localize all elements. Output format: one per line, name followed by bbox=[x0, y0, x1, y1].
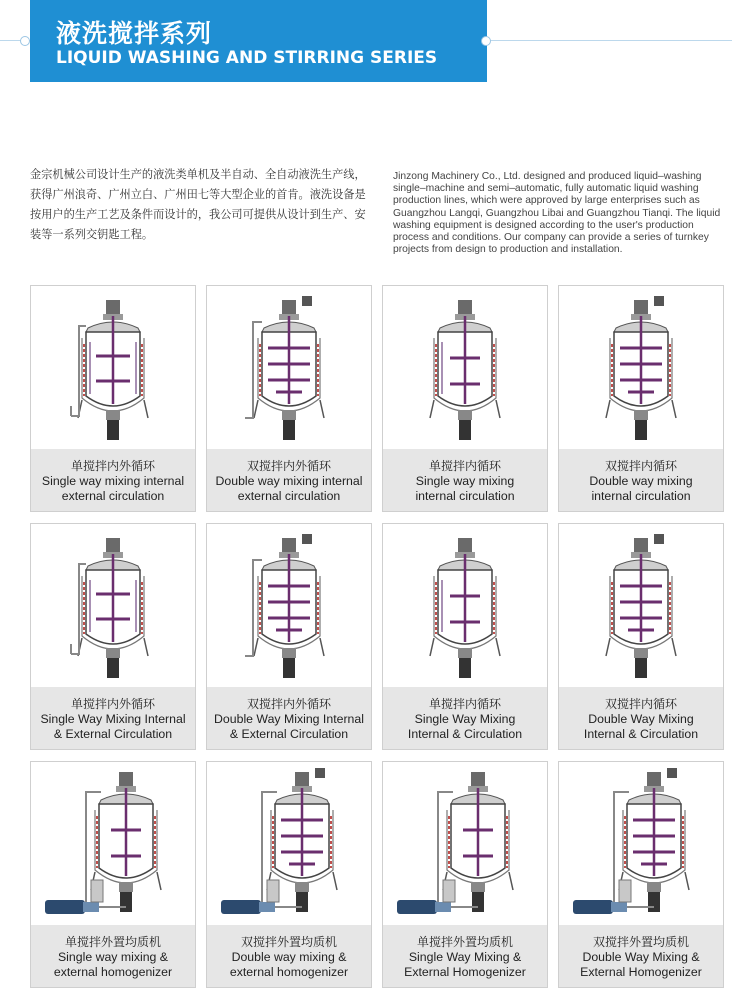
product-name-en-1: Double way mixing & bbox=[231, 950, 347, 964]
product-name-cn: 单搅拌内外循环 bbox=[70, 459, 155, 473]
homogenizer-mixer-icon bbox=[559, 762, 723, 925]
single-mixer-tank-icon bbox=[383, 524, 547, 687]
product-image bbox=[31, 762, 195, 925]
product-name-en-2: external circulation bbox=[237, 489, 341, 503]
product-image bbox=[207, 524, 371, 687]
homogenizer-mixer-icon bbox=[31, 762, 195, 925]
product-card[interactable] bbox=[558, 761, 724, 988]
header-divider-right bbox=[487, 40, 732, 41]
double-mixer-tank-icon bbox=[559, 286, 723, 449]
product-name-en-2: & External Circulation bbox=[229, 727, 349, 741]
product-name-cn: 双搅拌内循环 bbox=[604, 697, 677, 711]
homogenizer-mixer-icon bbox=[383, 762, 547, 925]
product-image bbox=[383, 524, 547, 687]
product-name-en-2: external homogenizer bbox=[53, 965, 173, 979]
page-title-cn: 液洗搅拌系列 bbox=[56, 19, 213, 48]
product-image bbox=[383, 762, 547, 925]
product-name-en-1: Double Way Mixing Internal bbox=[214, 712, 364, 726]
product-name-en-2: external homogenizer bbox=[229, 965, 349, 979]
product-name-en-2: & External Circulation bbox=[53, 727, 173, 741]
product-name-cn: 单搅拌外置均质机 bbox=[416, 935, 513, 949]
intro-text-cn: 金宗机械公司设计生产的液洗类单机及半自动、全自动液洗生产线，获得广州浪奇、广州立白、广州田七等大型企业的首肯。液洗设备是按用户的生产工艺及条件而设计的，我公司可提供从设计到生产、安装等一系列交钥匙工程。 bbox=[30, 168, 366, 241]
product-image bbox=[383, 286, 547, 449]
product-card[interactable] bbox=[382, 523, 548, 750]
product-card[interactable] bbox=[382, 285, 548, 512]
product-card[interactable] bbox=[206, 285, 372, 512]
product-caption bbox=[31, 449, 195, 511]
product-caption bbox=[31, 925, 195, 987]
product-caption bbox=[383, 687, 547, 749]
product-caption bbox=[559, 687, 723, 749]
product-name-en-1: Double way mixing internal bbox=[215, 474, 363, 488]
product-card[interactable] bbox=[30, 285, 196, 512]
single-mixer-tank-icon bbox=[383, 286, 547, 449]
product-image bbox=[559, 524, 723, 687]
double-mixer-tank-icon bbox=[207, 524, 371, 687]
product-card[interactable] bbox=[206, 761, 372, 988]
product-card[interactable] bbox=[558, 285, 724, 512]
product-name-en-1: Single Way Mixing Internal bbox=[40, 712, 186, 726]
single-mixer-tank-icon bbox=[31, 286, 195, 449]
product-name-en-1: Double way mixing bbox=[589, 474, 693, 488]
product-name-cn: 双搅拌内循环 bbox=[604, 459, 677, 473]
intro-text-en: Jinzong Machinery Co., Ltd. designed and produced liquid–washing single–machine and semi–automatic, fully automatic liquid washing production lines, which were approved by large enterprises such as Guangzhou Langqi, Guangzhou Libai and Guangzhou Tianqi. The liquid washing equipment is designed according to the user's production process and conditions. Our company can provide a series of turnkey projects from design to production and installation. bbox=[393, 171, 721, 256]
product-name-en-2: external circulation bbox=[61, 489, 165, 503]
product-name-cn: 双搅拌外置均质机 bbox=[592, 935, 689, 949]
product-name-en-1: Single Way Mixing bbox=[414, 712, 516, 726]
product-name-en-1: Single way mixing bbox=[415, 474, 515, 488]
product-caption bbox=[207, 449, 371, 511]
product-caption bbox=[383, 449, 547, 511]
product-name-en-2: External Homogenizer bbox=[580, 965, 702, 979]
product-caption bbox=[383, 925, 547, 987]
product-card[interactable] bbox=[558, 523, 724, 750]
product-name-en-1: Single Way Mixing & bbox=[408, 950, 522, 964]
page-title-en: LIQUID WASHING AND STIRRING SERIES bbox=[56, 48, 438, 68]
product-image bbox=[207, 286, 371, 449]
product-caption bbox=[207, 925, 371, 987]
product-name-en-1: Single way mixing internal bbox=[41, 474, 185, 488]
product-name-cn: 单搅拌内循环 bbox=[428, 459, 501, 473]
product-caption bbox=[559, 925, 723, 987]
product-image bbox=[207, 762, 371, 925]
product-name-cn: 双搅拌内外循环 bbox=[246, 459, 331, 473]
product-name-en-1: Single way mixing & bbox=[57, 950, 169, 964]
product-name-en-2: internal circulation bbox=[591, 489, 691, 503]
product-card[interactable] bbox=[382, 761, 548, 988]
double-mixer-tank-icon bbox=[559, 524, 723, 687]
single-mixer-tank-icon bbox=[31, 524, 195, 687]
product-image bbox=[559, 762, 723, 925]
product-caption bbox=[207, 687, 371, 749]
product-caption bbox=[559, 449, 723, 511]
product-name-cn: 单搅拌内外循环 bbox=[70, 697, 155, 711]
header-dot-right-icon bbox=[481, 36, 491, 46]
product-name-en-2: External Homogenizer bbox=[404, 965, 526, 979]
product-caption bbox=[31, 687, 195, 749]
double-mixer-tank-icon bbox=[207, 286, 371, 449]
product-card[interactable] bbox=[206, 523, 372, 750]
product-image bbox=[559, 286, 723, 449]
product-card[interactable] bbox=[30, 761, 196, 988]
header-banner bbox=[30, 0, 487, 82]
product-name-en-1: Double Way Mixing bbox=[588, 712, 694, 726]
product-name-cn: 双搅拌内外循环 bbox=[246, 697, 331, 711]
product-card[interactable] bbox=[30, 523, 196, 750]
homogenizer-mixer-icon bbox=[207, 762, 371, 925]
product-name-cn: 单搅拌外置均质机 bbox=[64, 935, 161, 949]
product-name-en-2: Internal & Circulation bbox=[583, 727, 699, 741]
header-dot-left-icon bbox=[20, 36, 30, 46]
product-image bbox=[31, 524, 195, 687]
product-name-en-2: Internal & Circulation bbox=[407, 727, 523, 741]
product-name-en-1: Double Way Mixing & bbox=[582, 950, 700, 964]
product-name-cn: 双搅拌外置均质机 bbox=[240, 935, 337, 949]
product-name-en-2: internal circulation bbox=[415, 489, 515, 503]
product-name-cn: 单搅拌内循环 bbox=[428, 697, 501, 711]
product-image bbox=[31, 286, 195, 449]
